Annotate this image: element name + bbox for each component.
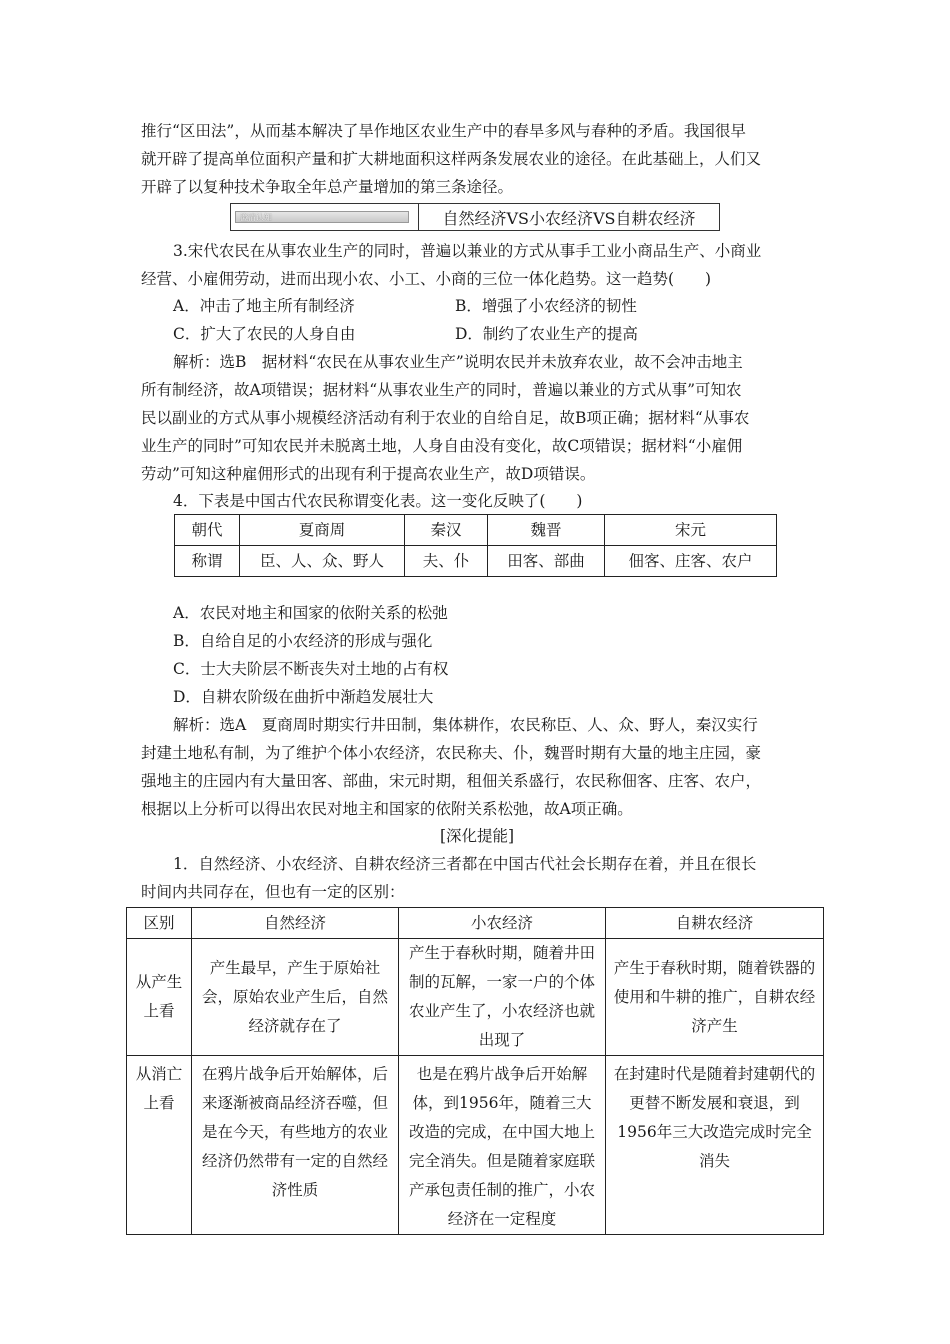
table-cell: 也是在鸦片战争后开始解体，到1956年，随着三大改造的完成，在中国大地上完全消失。但是随着家庭联产承包责任制的推广，小农经济在一定程度 — [399, 1056, 606, 1235]
intro-line: 推行“区田法”，从而基本解决了旱作地区农业生产中的春旱多风与春种的矛盾。我国很早 — [141, 122, 746, 140]
deep-intro: 时间内共同存在，但也有一定的区别： — [141, 883, 405, 901]
section-title: [深化提能] — [439, 827, 515, 845]
banner-tag — [231, 204, 419, 230]
banner-tag-label: 澄清认知 — [235, 211, 409, 223]
table-row — [175, 546, 777, 577]
q4-option-d: D．自耕农阶级在曲折中渐趋发展壮大 — [173, 688, 434, 706]
table-cell: 在鸦片战争后开始解体，后来逐渐被商品经济吞噬，但是在今天，有些地方的农业经济仍然带有一定的自然经济性质 — [192, 1056, 399, 1235]
table-cell: 宋元 — [605, 515, 777, 546]
q4-analysis: 根据以上分析可以得出农民对地主和国家的依附关系松弛，故A项正确。 — [141, 800, 633, 818]
peasant-title-table — [174, 514, 777, 577]
table-cell: 魏晋 — [488, 515, 605, 546]
q3-analysis: 解析：选B 据材料“农民在从事农业生产”说明农民并未放弃农业，故不会冲击地主 — [173, 353, 743, 371]
q4-analysis: 解析：选A 夏商周时期实行井田制，集体耕作，农民称臣、人、众、野人，秦汉实行 — [173, 716, 758, 734]
intro-line: 开辟了以复种技术争取全年总产量增加的第三条途径。 — [141, 178, 514, 196]
q4-analysis: 封建土地私有制，为了维护个体小农经济，农民称夫、仆，魏晋时期有大量的地主庄园，豪 — [141, 744, 762, 762]
table-header-row — [127, 908, 824, 939]
table-header-cell: 自耕农经济 — [606, 908, 824, 939]
q4-stem: 4．下表是中国古代农民称谓变化表。这一变化反映了( ) — [173, 492, 583, 510]
q3-analysis: 所有制经济，故A项错误；据材料“从事农业生产的同时，普遍以兼业的方式从事”可知农 — [141, 381, 742, 399]
table-row — [127, 939, 824, 1056]
table-cell: 夏商周 — [240, 515, 405, 546]
q4-option-a: A．农民对地主和国家的依附关系的松弛 — [173, 604, 448, 622]
q3-stem: 3.宋代农民在从事农业生产的同时，普遍以兼业的方式从事手工业小商品生产、小商业 — [173, 242, 762, 260]
table-cell: 臣、人、众、野人 — [240, 546, 405, 577]
q3-option-d: D．制约了农业生产的提高 — [455, 325, 638, 343]
row-label: 从产生上看 — [127, 939, 192, 1056]
table-cell: 秦汉 — [405, 515, 488, 546]
q4-option-c: C．士大夫阶层不断丧失对土地的占有权 — [173, 660, 449, 678]
intro-line: 就开辟了提高单位面积产量和扩大耕地面积这样两条发展农业的途径。在此基础上，人们又 — [141, 150, 762, 168]
deep-intro: 1．自然经济、小农经济、自耕农经济三者都在中国古代社会长期存在着，并且在很长 — [173, 855, 757, 873]
table-header-cell: 自然经济 — [192, 908, 399, 939]
banner-title: 自然经济VS小农经济VS自耕农经济 — [442, 208, 696, 228]
table-cell: 在封建时代是随着封建朝代的更替不断发展和衰退，到1956年三大改造完成时完全消失 — [606, 1056, 824, 1235]
table-cell: 称谓 — [175, 546, 240, 577]
table-cell: 产生于春秋时期，随着井田制的瓦解，一家一户的个体农业产生了，小农经济也就出现了 — [399, 939, 606, 1056]
table-cell: 夫、仆 — [405, 546, 488, 577]
table-cell: 朝代 — [175, 515, 240, 546]
table-cell: 产生于春秋时期，随着铁器的使用和牛耕的推广，自耕农经济产生 — [606, 939, 824, 1056]
table-cell: 佃客、庄客、农户 — [605, 546, 777, 577]
table-cell: 田客、部曲 — [488, 546, 605, 577]
q3-analysis: 劳动”可知这种雇佣形式的出现有利于提高农业生产，故D项错误。 — [141, 465, 596, 483]
table-header-cell: 区别 — [127, 908, 192, 939]
table-header-cell: 小农经济 — [399, 908, 606, 939]
section-banner — [230, 203, 720, 231]
table-row — [175, 515, 777, 546]
q3-analysis: 业生产的同时”可知农民并未脱离土地，人身自由没有变化，故C项错误；据材料“小雇佣 — [141, 437, 743, 455]
q3-option-b: B．增强了小农经济的韧性 — [455, 297, 637, 315]
q3-option-c: C．扩大了农民的人身自由 — [173, 325, 356, 343]
q3-analysis: 民以副业的方式从事小规模经济活动有利于农业的自给自足，故B项正确；据材料“从事农 — [141, 409, 750, 427]
q4-analysis: 强地主的庄园内有大量田客、部曲，宋元时期，租佃关系盛行，农民称佃客、庄客、农户， — [141, 772, 762, 790]
q3-stem: 经营、小雇佣劳动，进而出现小农、小工、小商的三位一体化趋势。这一趋势( ) — [141, 270, 712, 288]
economy-comparison-table — [126, 907, 824, 1235]
table-row — [127, 1056, 824, 1235]
table-cell: 产生最早，产生于原始社会，原始农业产生后，自然经济就存在了 — [192, 939, 399, 1056]
q4-option-b: B．自给自足的小农经济的形成与强化 — [173, 632, 433, 650]
row-label: 从消亡上看 — [127, 1056, 192, 1235]
q3-option-a: A．冲击了地主所有制经济 — [173, 297, 355, 315]
